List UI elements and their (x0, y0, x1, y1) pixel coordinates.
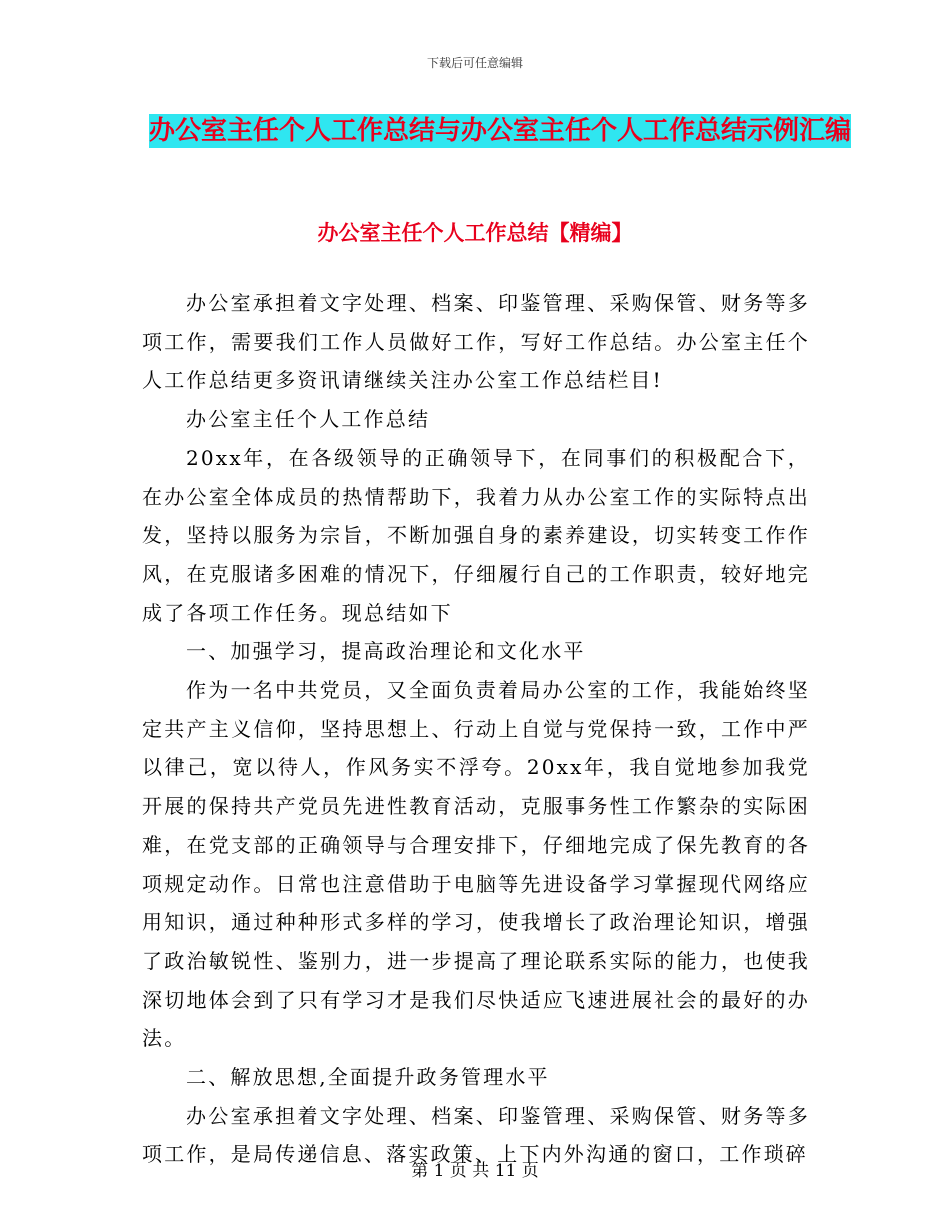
paragraph-heading: 二、解放思想,全面提升政务管理水平 (186, 1065, 550, 1090)
document-title (140, 108, 860, 154)
paragraph: 办公室承担着文字处理、档案、印鉴管理、采购保管、财务等多项工作，需要我们工作人员做好工作，写好工作总结。办公室主任个人工作总结更多资讯请继续关注办公室工作总结栏目! (142, 291, 810, 393)
paragraph-heading: 一、加强学习，提高政治理论和文化水平 (186, 639, 586, 664)
paragraph: 20xx年，在各级领导的正确领导下，在同事们的积极配合下，在办公室全体成员的热情帮助下，我着力从办公室工作的实际特点出发，坚持以服务为宗旨，不断加强自身的素养建设，切实转变工作作风，在克服诸多困难的情况下，仔细履行自己的工作职责，较好地完成了各项工作任务。现总结如下 (142, 445, 810, 625)
body-text (142, 284, 810, 1174)
paragraph: 作为一名中共党员，又全面负责着局办公室的工作，我能始终坚定共产主义信仰，坚持思想上、行动上自觉与党保持一致，工作中严以律己，宽以待人，作风务实不浮夸。20xx年，我自觉地参加我党开展的保持共产党员先进性教育活动，克服事务性工作繁杂的实际困难，在党支部的正确领导与合理安排下，仔细地完成了保先教育的各项规定动作。日常也注意借助于电脑等先进设备学习掌握现代网络应用知识，通过种种形式多样的学习，使我增长了政治理论知识，增强了政治敏锐性、鉴别力，进一步提高了理论联系实际的能力，也使我深切地体会到了只有学习才是我们尽快适应飞速进展社会的最好的办法。 (142, 678, 810, 1051)
document-title-text: 办公室主任个人工作总结与办公室主任个人工作总结示例汇编 (148, 116, 851, 146)
section-title: 办公室主任个人工作总结【精编】 (317, 221, 633, 245)
paragraph: 办公室主任个人工作总结 (186, 407, 431, 432)
header-note: 下载后可任意编辑 (426, 56, 523, 70)
page-footer: 第 1 页 共 11 页 (411, 1161, 539, 1181)
paragraph: 办公室承担着文字处理、档案、印鉴管理、采购保管、财务等多项工作，是局传递信息、落实政策、上下内外沟通的窗口，工作琐碎 (142, 1103, 810, 1167)
